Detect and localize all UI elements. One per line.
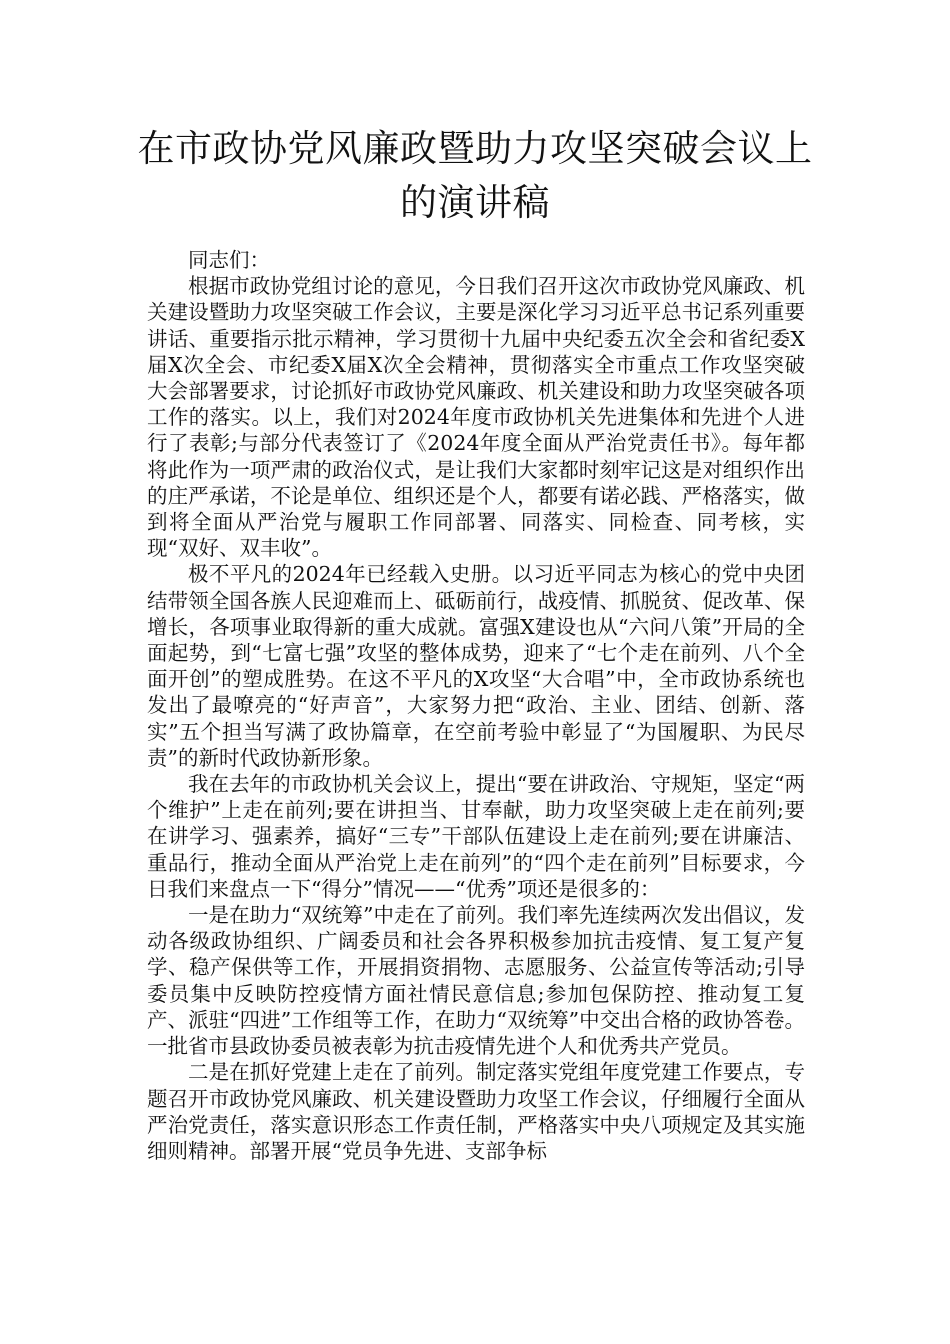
paragraph: 一是在助力“双统筹”中走在了前列。我们率先连续两次发出倡议，发动各级政协组织、广阔委员和社会各界积极参加抗击疫情、复工复产复学、稳产保供等工作，开展捐资捐物、志愿服务、公益宣传等活动;引导委员集中反映防控疫情方面社情民意信息;参加包保防控、推动复工复产、派驻“四进”工作组等工作，在助力“双统筹”中交出合格的政协答卷。一批省市县政协委员被表彰为抗击疫情先进个人和优秀共产党员。	[147, 903, 805, 1059]
document-title	[130, 122, 820, 230]
paragraph: 我在去年的市政协机关会议上，提出“要在讲政治、守规矩，坚定“两个维护”上走在前列;要在讲担当、甘奉献，助力攻坚突破上走在前列;要在讲学习、强素养，搞好“三专”干部队伍建设上走在前列;要在讲廉洁、重品行，推动全面从严治党上走在前列”的“四个走在前列”目标要求，今日我们来盘点一下“得分”情况——“优秀”项还是很多的：	[147, 772, 805, 901]
title-line-1: 在市政协党风廉政暨助力攻坚突破会议上	[137, 127, 813, 170]
document-body	[147, 247, 805, 1164]
paragraph: 根据市政协党组讨论的意见，今日我们召开这次市政协党风廉政、机关建设暨助力攻坚突破工作会议，主要是深化学习习近平总书记系列重要讲话、重要指示批示精神，学习贯彻十九届中央纪委五次全会和省纪委X届X次全会、市纪委X届X次全会精神，贯彻落实全市重点工作攻坚突破大会部署要求，讨论抓好市政协党风廉政、机关建设和助力攻坚突破各项工作的落实。以上，我们对2024年度市政协机关先进集体和先进个人进行了表彰;与部分代表签订了《2024年度全面从严治党责任书》。每年都将此作为一项严肃的政治仪式，是让我们大家都时刻牢记这是对组织作出的庄严承诺，不论是单位、组织还是个人，都要有诺必践、严格落实，做到将全面从严治党与履职工作同部署、同落实、同检查、同考核，实现“双好、双丰收”。	[147, 274, 805, 561]
paragraph: 极不平凡的2024年已经载入史册。以习近平同志为核心的党中央团结带领全国各族人民迎难而上、砥砺前行，战疫情、抓脱贫、促改革、保增长，各项事业取得新的重大成就。富强X建设也从“六问八策”开局的全面起势，到“七富七强”攻坚的整体成势，迎来了“七个走在前列、八个全面开创”的塑成胜势。在这不平凡的X攻坚“大合唱”中，全市政协系统也发出了最嘹亮的“好声音”，大家努力把“政治、主业、团结、创新、落实”五个担当写满了政协篇章，在空前考验中彰显了“为国履职、为民尽责”的新时代政协新形象。	[147, 562, 805, 770]
paragraph: 二是在抓好党建上走在了前列。制定落实党组年度党建工作要点，专题召开市政协党风廉政、机关建设暨助力攻坚工作会议，仔细履行全面从严治党责任，落实意识形态工作责任制，严格落实中央八项规定及其实施细则精神。部署开展“党员争先进、支部争标	[147, 1060, 805, 1163]
salutation: 同志们：	[188, 248, 270, 272]
title-line-2: 的演讲稿	[400, 181, 550, 224]
